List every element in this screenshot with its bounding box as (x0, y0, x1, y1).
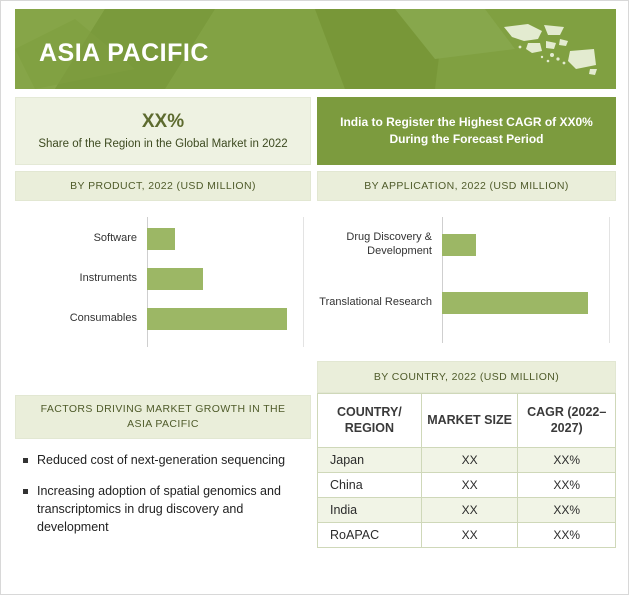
region-share-stat (15, 97, 311, 165)
table-cell-market-size: XX (421, 523, 518, 548)
application-category-label: Translational Research (319, 296, 432, 309)
table-cell-market-size: XX (421, 498, 518, 523)
table-header-row (318, 394, 616, 448)
region-share-caption: Share of the Region in the Global Market in 2022 (38, 137, 288, 150)
table-cell-cagr: XX% (518, 523, 616, 548)
page-title: ASIA PACIFIC (39, 39, 209, 67)
application-category-label: Drug Discovery & Development (346, 231, 432, 257)
bar-row (317, 289, 616, 317)
table-row (318, 473, 616, 498)
list-item: Increasing adoption of spatial genomics and transcriptomics in drug discovery and development (23, 482, 301, 536)
table-header-cagr: CAGR (2022–2027) (518, 394, 616, 448)
table-row (318, 448, 616, 473)
product-category-label: Consumables (69, 312, 137, 325)
asia-pacific-map-icon (498, 21, 598, 79)
factors-section-title (15, 395, 311, 439)
table-cell-country: Japan (318, 448, 422, 473)
table-cell-market-size: XX (421, 473, 518, 498)
table-cell-cagr: XX% (518, 473, 616, 498)
by-product-section-title (15, 171, 311, 201)
bar-row (15, 265, 311, 293)
table-cell-country: RoAPAC (318, 523, 422, 548)
highest-cagr-callout (317, 97, 616, 165)
highest-cagr-text: India to Register the Highest CAGR of XX0% During the Forecast Period (340, 114, 593, 146)
table-cell-country: China (318, 473, 422, 498)
table-cell-country: India (318, 498, 422, 523)
by-product-title-label: BY PRODUCT, 2022 (USD MILLION) (70, 180, 256, 192)
by-country-section-title (317, 361, 616, 393)
bar-row (15, 305, 311, 333)
bar-row (15, 225, 311, 253)
by-application-bar-chart (317, 207, 616, 353)
application-bar-drug-discovery (442, 234, 476, 256)
product-bar-instruments (147, 268, 203, 290)
by-application-title-label: BY APPLICATION, 2022 (USD MILLION) (364, 180, 569, 192)
product-bar-consumables (147, 308, 287, 330)
product-category-label: Software (93, 232, 137, 245)
factors-title-label: FACTORS DRIVING MARKET GROWTH IN THE ASIA PACIFIC (40, 403, 286, 430)
product-bar-software (147, 228, 175, 250)
table-header-country: COUNTRY/ REGION (318, 394, 422, 448)
table-row (318, 498, 616, 523)
product-category-label: Instruments (79, 272, 137, 285)
application-bar-translational-research (442, 292, 588, 314)
bar-row (317, 231, 616, 259)
table-cell-cagr: XX% (518, 498, 616, 523)
list-item: Reduced cost of next-generation sequencing (23, 451, 301, 469)
table-header-market-size: MARKET SIZE (421, 394, 518, 448)
table-cell-market-size: XX (421, 448, 518, 473)
by-application-section-title (317, 171, 616, 201)
factors-list (15, 447, 311, 587)
region-share-value: XX% (141, 111, 185, 133)
country-table (317, 393, 616, 548)
by-product-bar-chart (15, 207, 311, 357)
table-cell-cagr: XX% (518, 448, 616, 473)
header-banner (15, 9, 616, 89)
by-country-title-label: BY COUNTRY, 2022 (USD MILLION) (373, 371, 560, 383)
table-row (318, 523, 616, 548)
